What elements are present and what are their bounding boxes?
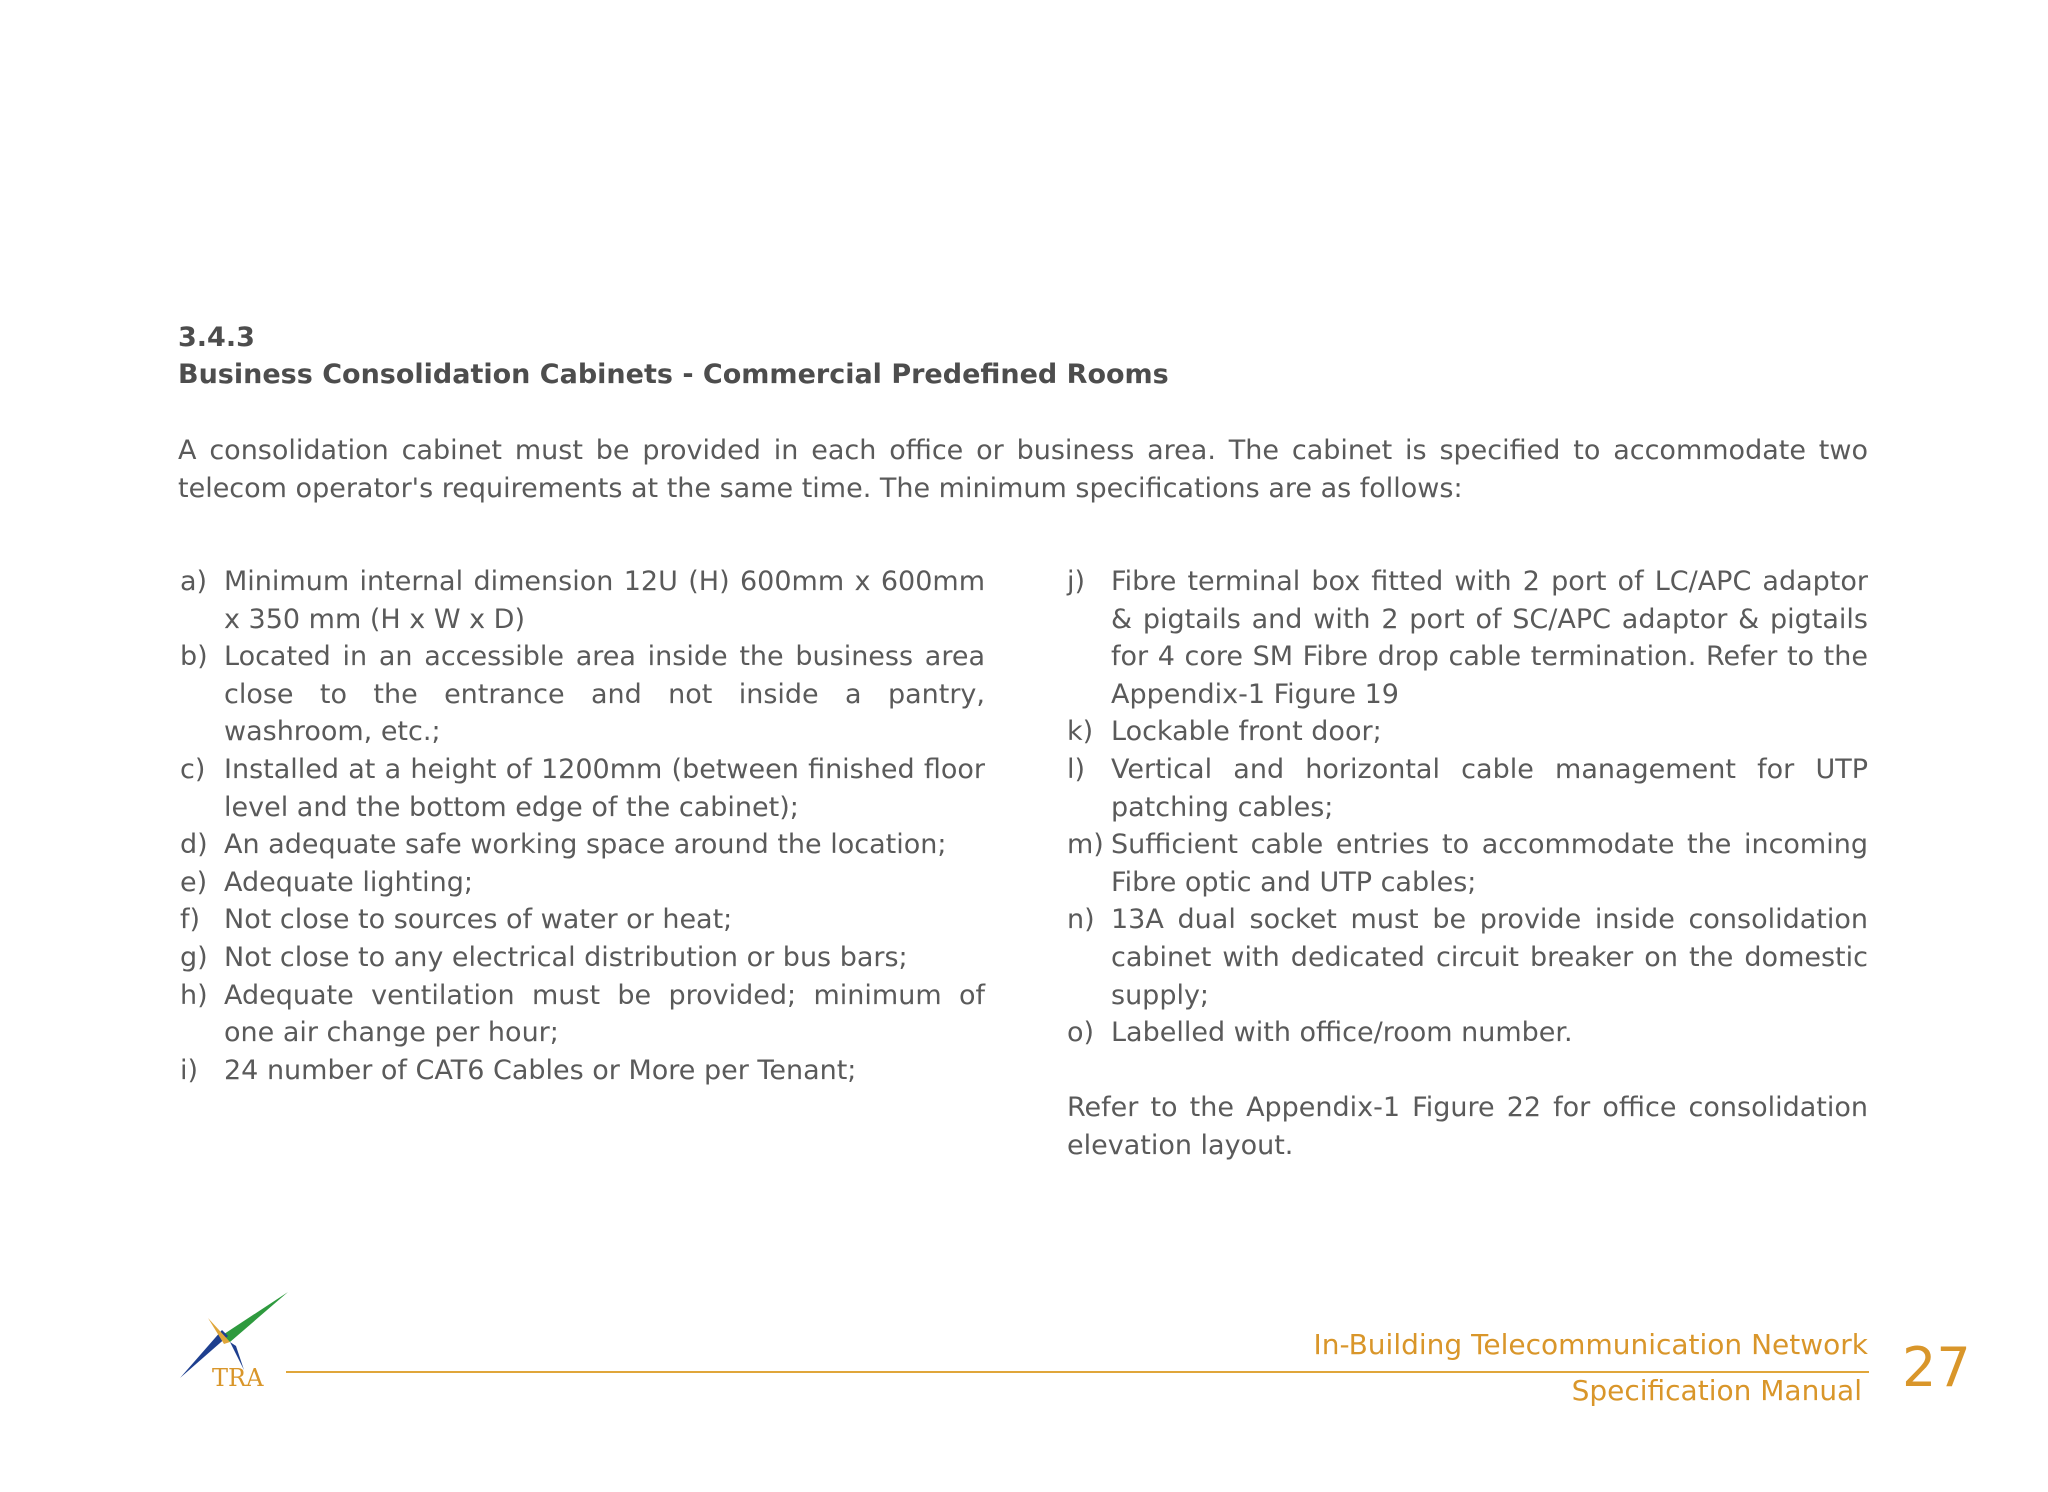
tra-logo bbox=[178, 1290, 290, 1390]
list-item-text: An adequate safe working space around the location; bbox=[224, 829, 947, 861]
list-item-letter: g) bbox=[180, 941, 208, 973]
list-item bbox=[1067, 713, 1868, 751]
list-item-text: Not close to any electrical distribution or bus bars; bbox=[224, 941, 908, 973]
list-item-text: Not close to sources of water or heat; bbox=[224, 904, 733, 936]
list-item bbox=[180, 563, 985, 638]
left-column-list bbox=[180, 563, 985, 1089]
list-item-letter: a) bbox=[180, 566, 208, 597]
list-item-letter: n) bbox=[1067, 904, 1095, 936]
list-item-letter: o) bbox=[1067, 1017, 1095, 1049]
list-item bbox=[1067, 901, 1868, 1014]
list-item-text: Adequate ventilation must be provided; minimum of one air change per hour; bbox=[224, 979, 985, 1049]
list-item-letter: d) bbox=[180, 829, 208, 861]
list-item-letter: k) bbox=[1067, 716, 1094, 748]
right-column-list bbox=[1067, 563, 1868, 1165]
page-number: 27 bbox=[1902, 1336, 1971, 1399]
refer-paragraph: Refer to the Appendix-1 Figure 22 for office consolidation elevation layout. bbox=[1067, 1092, 1868, 1161]
list-item-text: 13A dual socket must be provide inside consolidation cabinet with dedicated circuit breaker on the domestic supply; bbox=[1111, 904, 1868, 1011]
list-item-letter: l) bbox=[1067, 753, 1086, 785]
list-item-letter: e) bbox=[180, 866, 208, 898]
list-item bbox=[1067, 563, 1868, 713]
footer-title-line2: Specification Manual bbox=[1571, 1374, 1862, 1407]
logo-text: TRA bbox=[212, 1364, 264, 1390]
list-item-text: Sufficient cable entries to accommodate the incoming Fibre optic and UTP cables; bbox=[1111, 829, 1868, 898]
section-number: 3.4.3 bbox=[178, 322, 255, 353]
list-item-letter: h) bbox=[180, 979, 208, 1011]
list-item bbox=[1067, 826, 1868, 901]
footer-divider bbox=[286, 1371, 1869, 1373]
list-item-text: Adequate lighting; bbox=[224, 866, 474, 898]
list-item-text: Installed at a height of 1200mm (between finished floor level and the bottom edge of the cabinet); bbox=[224, 753, 985, 823]
list-item bbox=[180, 901, 985, 939]
list-item bbox=[180, 1052, 985, 1090]
list-item-letter: j) bbox=[1067, 566, 1086, 597]
list-item bbox=[180, 638, 985, 751]
list-item-text: Labelled with office/room number. bbox=[1111, 1017, 1573, 1049]
list-item-text: Vertical and horizontal cable management for UTP patching cables; bbox=[1111, 753, 1868, 823]
list-item bbox=[180, 751, 985, 826]
list-item bbox=[1067, 1014, 1868, 1052]
list-item-text: Located in an accessible area inside the business area close to the entrance and not inside a pantry, washroom, etc.; bbox=[224, 641, 985, 748]
list-item-text: Minimum internal dimension 12U (H) 600mm x 600mm x 350 mm (H x W x D) bbox=[224, 566, 985, 635]
logo-green-stroke bbox=[218, 1292, 288, 1342]
list-item-text: Lockable front door; bbox=[1111, 716, 1382, 748]
list-item bbox=[180, 864, 985, 902]
list-item bbox=[1067, 751, 1868, 826]
list-item-letter: c) bbox=[180, 753, 206, 785]
list-item bbox=[180, 939, 985, 977]
intro-paragraph: A consolidation cabinet must be provided in each office or business area. The cabinet is specified to accommodate two telecom operator's requirements at the same time. The minimum specifications are as follows: bbox=[178, 435, 1868, 504]
list-item-text: Fibre terminal box fitted with 2 port of LC/APC adaptor & pigtails and with 2 port of SC/APC adaptor & pigtails for 4 core SM Fibre drop cable termination. Refer to the Appendix-1 Figure 19 bbox=[1111, 566, 1868, 710]
section-title: Business Consolidation Cabinets - Commercial Predefined Rooms bbox=[178, 359, 1169, 390]
list-item bbox=[180, 826, 985, 864]
list-item-letter: f) bbox=[180, 904, 201, 936]
list-item bbox=[180, 977, 985, 1052]
list-item-letter: m) bbox=[1067, 829, 1104, 861]
list-item-letter: b) bbox=[180, 641, 208, 673]
footer-title-line1: In-Building Telecommunication Network bbox=[1313, 1328, 1868, 1361]
list-item-text: 24 number of CAT6 Cables or More per Tenant; bbox=[224, 1054, 857, 1086]
list-item-letter: i) bbox=[180, 1054, 199, 1086]
